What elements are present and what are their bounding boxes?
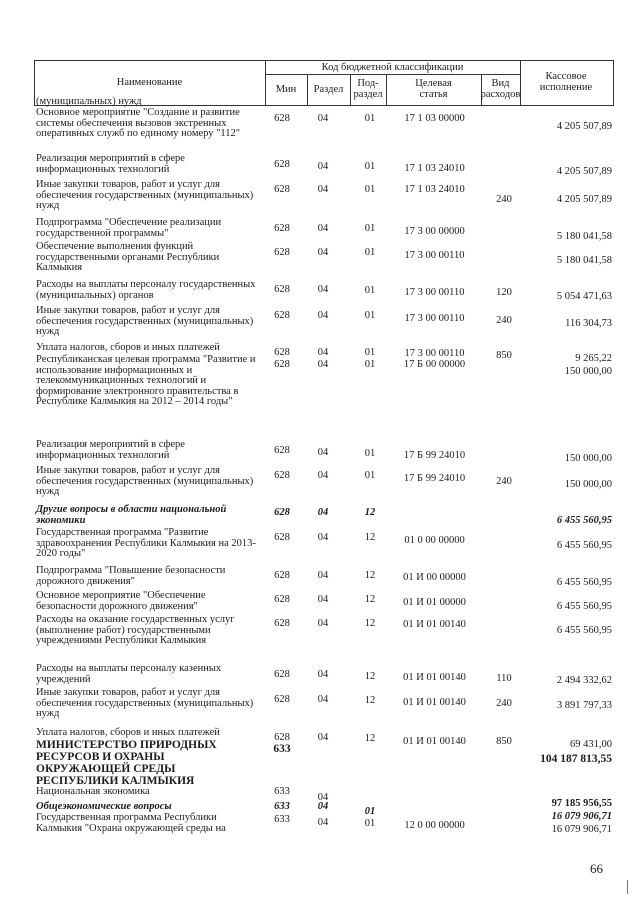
- row-celevaya: 17 Б 00 00000: [403, 359, 466, 370]
- row-podrazdel: 12: [364, 618, 376, 629]
- row-name: Подпрограмма "Повышение безопасности дорожного движения": [36, 565, 226, 587]
- row-name: (муниципальных) нужд: [36, 96, 142, 107]
- row-celevaya: 17 3 00 00110: [404, 348, 465, 359]
- row-podrazdel: 01: [364, 184, 376, 195]
- row-podrazdel: 01: [364, 359, 376, 370]
- row-min: 628: [274, 445, 290, 456]
- row-vid: 110: [496, 673, 512, 684]
- page-number: 66: [590, 861, 603, 876]
- row-razdel: 04: [317, 447, 329, 458]
- row-celevaya: 01 И 01 00140: [403, 619, 466, 630]
- row-sum: 116 304,73: [565, 318, 612, 329]
- row-razdel: 04: [317, 792, 329, 803]
- row-celevaya: 17 1 03 24010: [404, 184, 465, 195]
- header-vid: Вид расходов: [480, 78, 521, 100]
- row-sum: 6 455 560,95: [556, 577, 612, 588]
- row-razdel: 04: [317, 507, 329, 518]
- row-name: Общеэкономические вопросы: [36, 801, 172, 812]
- row-min: 633: [273, 743, 291, 755]
- row-name: Иные закупки товаров, работ и услуг для обеспечения государственных (муниципальных) нужд: [36, 465, 254, 497]
- row-min: 633: [274, 786, 290, 797]
- row-razdel: 04: [317, 532, 329, 543]
- row-podrazdel: 01: [364, 223, 376, 234]
- row-podrazdel: 12: [364, 532, 376, 543]
- row-min: 628: [274, 694, 290, 705]
- row-celevaya: 17 1 03 00000: [404, 113, 465, 124]
- row-sum: 2 494 332,62: [556, 675, 612, 686]
- row-razdel: 04: [317, 669, 329, 680]
- row-vid: 240: [496, 698, 512, 709]
- row-sum: 6 455 560,95: [556, 625, 612, 636]
- header-name: Наименование: [116, 76, 183, 88]
- header-code: Код бюджетной классификации: [321, 61, 464, 73]
- row-sum: 5 054 471,63: [556, 291, 612, 302]
- row-sum: 69 431,00: [570, 739, 612, 750]
- row-min: 628: [274, 470, 290, 481]
- row-celevaya: 01 0 00 00000: [404, 535, 465, 546]
- row-sum: 16 079 906,71: [551, 811, 612, 822]
- row-celevaya: 17 Б 99 24010: [403, 450, 466, 461]
- row-vid: 850: [496, 350, 512, 361]
- row-celevaya: 12 0 00 00000: [404, 820, 465, 831]
- row-name: Государственная программа "Развитие здравоохранения Республики Калмыкия на 2013-2020 годы": [36, 527, 256, 559]
- row-celevaya: 01 И 01 00140: [403, 697, 466, 708]
- row-min: 628: [274, 594, 290, 605]
- row-sum: 9 265,22: [575, 353, 612, 364]
- row-sum: 97 185 956,55: [551, 798, 612, 809]
- row-podrazdel: 12: [364, 695, 376, 706]
- row-sum: 3 891 797,33: [556, 700, 612, 711]
- row-celevaya: 17 3 00 00110: [404, 287, 465, 298]
- row-vid: 120: [496, 287, 512, 298]
- row-razdel: 04: [317, 113, 329, 124]
- row-razdel: 04: [317, 310, 329, 321]
- row-podrazdel: 12: [364, 594, 376, 605]
- row-razdel: 04: [317, 470, 329, 481]
- row-podrazdel: 12: [364, 733, 376, 744]
- row-min: 628: [274, 347, 290, 358]
- row-name: Иные закупки товаров, работ и услуг для обеспечения государственных (муниципальных) нужд: [36, 179, 254, 211]
- row-min: 628: [274, 247, 290, 258]
- row-celevaya: 01 И 01 00000: [403, 597, 466, 608]
- row-podrazdel: 01: [364, 113, 376, 124]
- row-name: Национальная экономика: [36, 786, 150, 797]
- row-razdel: 04: [317, 161, 329, 172]
- row-vid: 240: [496, 476, 512, 487]
- row-min: 628: [274, 223, 290, 234]
- row-razdel: 04: [317, 570, 329, 581]
- row-name: Уплата налогов, сборов и иных платежей: [36, 342, 220, 353]
- row-min: 628: [274, 570, 290, 581]
- row-sum: 6 455 560,95: [556, 601, 612, 612]
- row-sum: 150 000,00: [564, 366, 612, 377]
- row-min: 628: [274, 669, 290, 680]
- row-celevaya: 01 И 01 00140: [403, 672, 466, 683]
- row-celevaya: 17 Б 99 24010: [403, 473, 466, 484]
- row-name: Расходы на оказание государственных услуг (выполнение работ) государственными учреждениями Республики Калмыкия: [36, 614, 235, 646]
- row-sum: 6 455 560,95: [556, 515, 612, 526]
- row-razdel: 04: [317, 284, 329, 295]
- header-min: Мин: [275, 83, 297, 95]
- row-razdel: 04: [317, 594, 329, 605]
- row-razdel: 04: [317, 184, 329, 195]
- row-sum: 16 079 906,71: [551, 824, 612, 835]
- row-name: Подпрограмма "Обеспечение реализации государственной программы": [36, 217, 222, 239]
- row-name: Республиканская целевая программа "Развитие и использование информационных и телекоммуникационных технологий и формирование электронного правительства в Республике Калмыкия на 2012 – 2014 годы": [36, 354, 256, 407]
- row-sum: 104 187 813,55: [540, 753, 612, 765]
- row-vid: 240: [496, 194, 512, 205]
- row-razdel: 04: [317, 817, 329, 828]
- row-podrazdel: 01: [364, 347, 376, 358]
- row-name: Государственная программа Республики Калмыкия "Охрана окружающей среды на: [36, 812, 226, 834]
- row-name: Иные закупки товаров, работ и услуг для обеспечения государственных (муниципальных) нужд: [36, 305, 254, 337]
- row-min: 628: [274, 359, 290, 370]
- row-name: Расходы на выплаты персоналу казенных учреждений: [36, 663, 222, 685]
- row-sum: 150 000,00: [564, 479, 612, 490]
- row-celevaya: 01 И 00 00000: [403, 572, 466, 583]
- header-kassovoe: Кассовое исполнение: [539, 71, 593, 93]
- row-podrazdel: 12: [364, 671, 376, 682]
- row-razdel: 04: [317, 359, 329, 370]
- header-podrazdel: Под- раздел: [353, 78, 383, 100]
- row-min: 628: [274, 284, 290, 295]
- row-min: 628: [274, 159, 290, 170]
- row-celevaya: 17 3 00 00000: [404, 226, 465, 237]
- row-podrazdel: 01: [364, 247, 376, 258]
- row-sum: 4 205 507,89: [556, 194, 612, 205]
- row-razdel: 04: [317, 801, 329, 812]
- row-min: 633: [274, 814, 290, 825]
- row-podrazdel: 01: [364, 285, 376, 296]
- row-celevaya: 17 3 00 00110: [404, 313, 465, 324]
- row-podrazdel: 01: [364, 448, 376, 459]
- row-podrazdel: 01: [364, 818, 376, 829]
- row-min: 628: [274, 532, 290, 543]
- row-min: 633: [274, 801, 290, 812]
- row-razdel: 04: [317, 694, 329, 705]
- row-celevaya: 01 И 01 00140: [403, 736, 466, 747]
- row-name: Реализация мероприятий в сфере информационных технологий: [36, 153, 185, 175]
- row-sum: 150 000,00: [564, 453, 612, 464]
- row-celevaya: 17 1 03 24010: [404, 163, 465, 174]
- row-name: Другие вопросы в области национальной экономики: [36, 504, 227, 526]
- row-name: Обеспечение выполнения функций государственными органами Республики Калмыкия: [36, 241, 220, 273]
- row-min: 628: [274, 184, 290, 195]
- row-name: Уплата налогов, сборов и иных платежей: [36, 727, 220, 738]
- row-name: Основное мероприятие "Обеспечение безопасности дорожного движения": [36, 590, 206, 612]
- row-podrazdel: 01: [364, 470, 376, 481]
- row-celevaya: 17 3 00 00110: [404, 250, 465, 261]
- row-sum: 4 205 507,89: [556, 121, 612, 132]
- row-sum: 5 180 041,58: [556, 255, 612, 266]
- row-min: 628: [274, 618, 290, 629]
- row-podrazdel: 01: [364, 806, 376, 817]
- row-min: 628: [274, 113, 290, 124]
- row-razdel: 04: [317, 732, 329, 743]
- row-razdel: 04: [317, 247, 329, 258]
- row-vid: 240: [496, 315, 512, 326]
- row-min: 628: [274, 310, 290, 321]
- row-podrazdel: 01: [364, 310, 376, 321]
- row-min: 628: [274, 732, 290, 743]
- row-razdel: 04: [317, 347, 329, 358]
- row-sum: 6 455 560,95: [556, 540, 612, 551]
- row-podrazdel: 12: [364, 507, 376, 518]
- row-razdel: 04: [317, 618, 329, 629]
- header-celevaya: Целевая статья: [415, 78, 452, 100]
- row-min: 628: [274, 507, 290, 518]
- row-name: Иные закупки товаров, работ и услуг для обеспечения государственных (муниципальных) нужд: [36, 687, 254, 719]
- row-name: МИНИСТЕРСТВО ПРИРОДНЫХ РЕСУРСОВ И ОХРАНЫ ОКРУЖАЮЩЕЙ СРЕДЫ РЕСПУБЛИКИ КАЛМЫКИЯ: [36, 739, 217, 787]
- scan-edge-mark: [627, 880, 628, 894]
- header-razdel: Раздел: [313, 83, 344, 95]
- row-podrazdel: 01: [364, 161, 376, 172]
- row-name: Реализация мероприятий в сфере информационных технологий: [36, 439, 185, 461]
- row-podrazdel: 12: [364, 570, 376, 581]
- row-name: Основное мероприятие "Создание и развитие системы обеспечения вызовов экстренных оперативных служб по единому номеру "112": [36, 107, 241, 139]
- row-name: Расходы на выплаты персоналу государственных (муниципальных) органов: [36, 279, 256, 301]
- row-razdel: 04: [317, 223, 329, 234]
- row-sum: 5 180 041,58: [556, 231, 612, 242]
- row-sum: 4 205 507,89: [556, 166, 612, 177]
- row-vid: 850: [496, 736, 512, 747]
